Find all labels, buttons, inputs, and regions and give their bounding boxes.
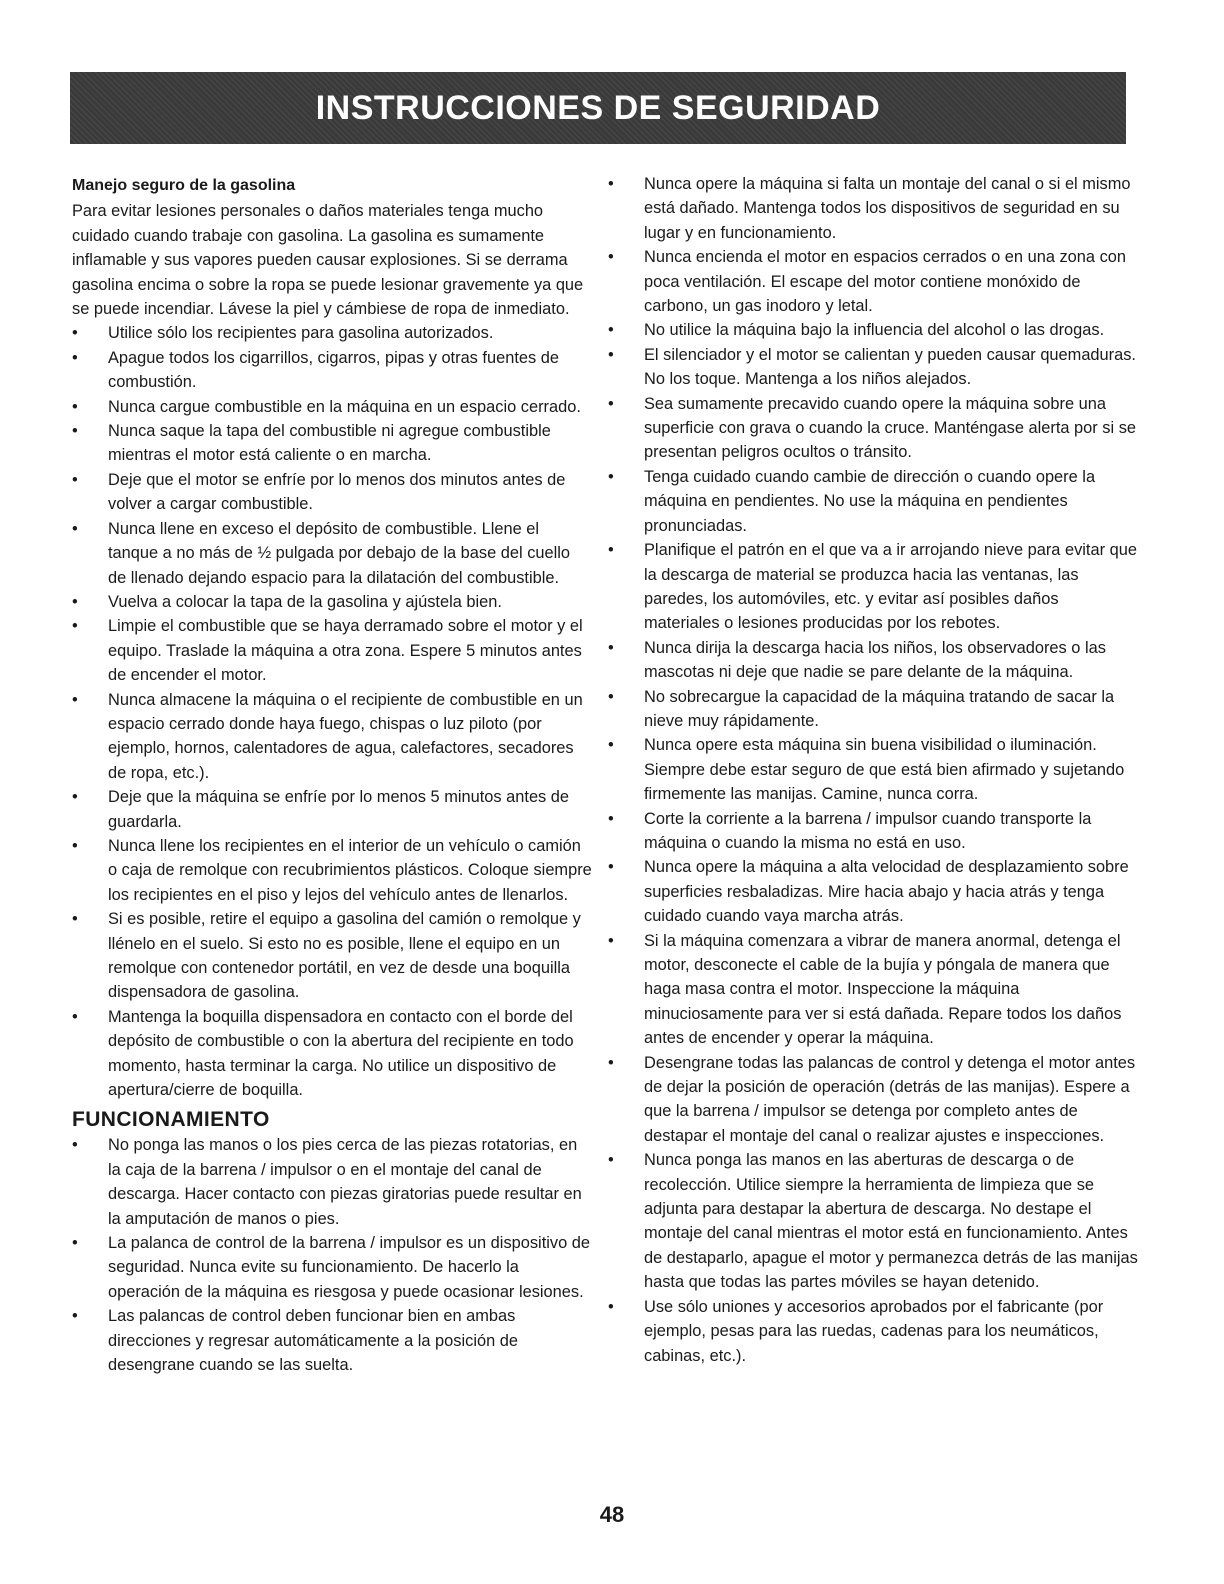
list-item: • Deje que la máquina se enfríe por lo menos 5 minutos antes de guardarla.: [72, 785, 592, 834]
page-title: INSTRUCCIONES DE SEGURIDAD: [315, 88, 881, 127]
fuel-list: [72, 321, 592, 1102]
list-item: • Limpie el combustible que se haya derramado sobre el motor y el equipo. Traslade la máquina a otra zona. Espere 5 minutos antes de encender el motor.: [72, 614, 592, 687]
fuel-heading: Manejo seguro de la gasolina: [72, 177, 296, 194]
bullet-icon: •: [72, 1136, 78, 1155]
list-item: • No sobrecargue la capacidad de la máquina tratando de sacar la nieve muy rápidamente.: [608, 685, 1138, 734]
bullet-icon: •: [608, 638, 614, 657]
list-item: • Planifique el patrón en el que va a ir arrojando nieve para evitar que la descarga de material se produzca hacia las ventanas, las paredes, los automóviles, etc. y evitar así posibles daños materiales o lesiones producidas por los rebotes.: [608, 538, 1138, 636]
bullet-icon: •: [608, 736, 614, 755]
bullet-icon: •: [72, 690, 78, 709]
list-item: • Utilice sólo los recipientes para gasolina autorizados.: [72, 321, 592, 345]
bullet-icon: •: [608, 321, 614, 340]
bullet-icon: •: [72, 397, 78, 416]
list-item: • Si es posible, retire el equipo a gasolina del camión o remolque y llénelo en el suelo. Si esto no es posible, llene el equipo en un remolque con contenedor portátil, en vez de desde una boquilla dispensadora de gasolina.: [72, 907, 592, 1005]
bullet-icon: •: [608, 1053, 614, 1072]
bullet-icon: •: [72, 592, 78, 611]
list-item: • Vuelva a colocar la tapa de la gasolina y ajústela bien.: [72, 590, 592, 614]
list-item: • Nunca cargue combustible en la máquina en un espacio cerrado.: [72, 395, 592, 419]
bullet-icon: •: [608, 687, 614, 706]
list-item: • Use sólo uniones y accesorios aprobados por el fabricante (por ejemplo, pesas para las ruedas, cadenas para los neumáticos, cabinas, etc.).: [608, 1295, 1138, 1368]
bullet-icon: •: [72, 324, 78, 343]
list-item: • Si la máquina comenzara a vibrar de manera anormal, detenga el motor, desconecte el cable de la bujía y póngala de manera que haga masa contra el motor. Inspeccione la máquina minuciosamente para ver si está dañada. Repare todos los daños antes de encender y operar la máquina.: [608, 929, 1138, 1051]
bullet-icon: •: [608, 1151, 614, 1170]
list-item: • Nunca opere la máquina a alta velocidad de desplazamiento sobre superficies resbaladizas. Mire hacia abajo y hacia atrás y tenga cuidado cuando vaya marcha atrás.: [608, 855, 1138, 928]
page-number: 48: [599, 1502, 625, 1527]
list-item: • Deje que el motor se enfríe por lo menos dos minutos antes de volver a cargar combustible.: [72, 468, 592, 517]
list-item: • La palanca de control de la barrena / impulsor es un dispositivo de seguridad. Nunca evite su funcionamiento. De hacerlo la operación de la máquina es riesgosa y puede ocasionar lesiones.: [72, 1231, 592, 1304]
title-banner: [70, 72, 1126, 144]
bullet-icon: •: [72, 1234, 78, 1253]
bullet-icon: •: [608, 1297, 614, 1316]
bullet-icon: •: [72, 788, 78, 807]
list-item: • Las palancas de control deben funcionar bien en ambas direcciones y regresar automáticamente a la posición de desengrane cuando se las suelta.: [72, 1304, 592, 1377]
bullet-icon: •: [72, 1307, 78, 1326]
operation-title: FUNCIONAMIENTO: [72, 1108, 270, 1132]
list-item: • Nunca almacene la máquina o el recipiente de combustible en un espacio cerrado donde haya fuego, chispas o luz piloto (por ejemplo, hornos, calentadores de agua, calefactores, secadores de ropa, etc.).: [72, 688, 592, 786]
bullet-icon: •: [608, 175, 614, 193]
bullet-icon: •: [72, 836, 78, 855]
bullet-icon: •: [72, 1007, 78, 1026]
list-item: • Nunca llene los recipientes en el interior de un vehículo o camión o caja de remolque con recubrimientos plásticos. Coloque siempre los recipientes en el piso y lejos del vehículo antes de llenarlos.: [72, 834, 592, 907]
bullet-icon: •: [72, 422, 78, 441]
bullet-icon: •: [608, 345, 614, 364]
bullet-icon: •: [608, 467, 614, 486]
bullet-icon: •: [608, 858, 614, 877]
bullet-icon: •: [72, 910, 78, 929]
bullet-icon: •: [608, 248, 614, 267]
bullet-icon: •: [608, 541, 614, 560]
right-column: [608, 172, 1138, 1368]
list-item: • Apague todos los cigarrillos, cigarros, pipas y otras fuentes de combustión.: [72, 346, 592, 395]
list-item: • Corte la corriente a la barrena / impulsor cuando transporte la máquina o cuando la misma no está en uso.: [608, 807, 1138, 856]
operation-list-left: [72, 1133, 592, 1377]
list-item: • Nunca ponga las manos en las aberturas de descarga o de recolección. Utilice siempre la herramienta de limpieza que se adjunta para destapar la abertura de descarga. No destape el montaje del canal mientras el motor está en funcionamiento. Antes de destaparlo, apague el motor y permanezca detrás de las manijas hasta que todas las partes móviles se hayan detenido.: [608, 1148, 1138, 1294]
bullet-icon: •: [72, 348, 78, 367]
bullet-icon: •: [608, 809, 614, 828]
operation-list-right: [608, 172, 1138, 1368]
list-item: • Sea sumamente precavido cuando opere la máquina sobre una superficie con grava o cuando la cruce. Manténgase alerta por si se presentan peligros ocultos o tránsito.: [608, 392, 1138, 465]
list-item: • No utilice la máquina bajo la influencia del alcohol o las drogas.: [608, 318, 1138, 342]
list-item: • Tenga cuidado cuando cambie de dirección o cuando opere la máquina en pendientes. No use la máquina en pendientes pronunciadas.: [608, 465, 1138, 538]
list-item: • El silenciador y el motor se calientan y pueden causar quemaduras. No los toque. Mantenga a los niños alejados.: [608, 343, 1138, 392]
bullet-icon: •: [72, 617, 78, 636]
list-item: • Nunca opere esta máquina sin buena visibilidad o iluminación. Siempre debe estar seguro de que está bien afirmado y sujetando firmemente las manijas. Camine, nunca corra.: [608, 733, 1138, 806]
bullet-icon: •: [72, 470, 78, 489]
list-item: • Nunca dirija la descarga hacia los niños, los observadores o las mascotas ni deje que nadie se pare delante de la máquina.: [608, 636, 1138, 685]
bullet-icon: •: [608, 931, 614, 950]
list-item: • Nunca llene en exceso el depósito de combustible. Llene el tanque a no más de ½ pulgada por debajo de la base del cuello de llenado dejando espacio para la dilatación del combustible.: [72, 517, 592, 590]
list-item: • Mantenga la boquilla dispensadora en contacto con el borde del depósito de combustible o con la abertura del recipiente en todo momento, hasta terminar la carga. No utilice un dispositivo de apertura/cierre de boquilla.: [72, 1005, 592, 1103]
list-item: • Nunca opere la máquina si falta un montaje del canal o si el mismo está dañado. Mantenga todos los dispositivos de seguridad en su lugar y en funcionamiento.: [608, 172, 1138, 245]
fuel-intro: Para evitar lesiones personales o daños materiales tenga mucho cuidado cuando trabaje con gasolina. La gasolina es sumamente inflamable y sus vapores pueden causar explosiones. Si se derrama gasolina encima o sobre la ropa se puede lesionar gravemente ya que se puede incendiar. Lávese la piel y cámbiese de ropa de inmediato.: [72, 202, 584, 319]
list-item: • No ponga las manos o los pies cerca de las piezas rotatorias, en la caja de la barrena / impulsor o en el montaje del canal de descarga. Hacer contacto con piezas giratorias puede resultar en la amputación de manos o pies.: [72, 1133, 592, 1231]
list-item: • Nunca saque la tapa del combustible ni agregue combustible mientras el motor está caliente o en marcha.: [72, 419, 592, 468]
bullet-icon: •: [72, 519, 78, 538]
bullet-icon: •: [608, 394, 614, 413]
list-item: • Nunca encienda el motor en espacios cerrados o en una zona con poca ventilación. El escape del motor contiene monóxido de carbono, un gas inodoro y letal.: [608, 245, 1138, 318]
left-column: [72, 172, 592, 1378]
list-item: • Desengrane todas las palancas de control y detenga el motor antes de dejar la posición de operación (detrás de las manijas). Espere a que la barrena / impulsor se detenga por completo antes de destapar el montaje del canal o realizar ajustes e inspecciones.: [608, 1051, 1138, 1149]
